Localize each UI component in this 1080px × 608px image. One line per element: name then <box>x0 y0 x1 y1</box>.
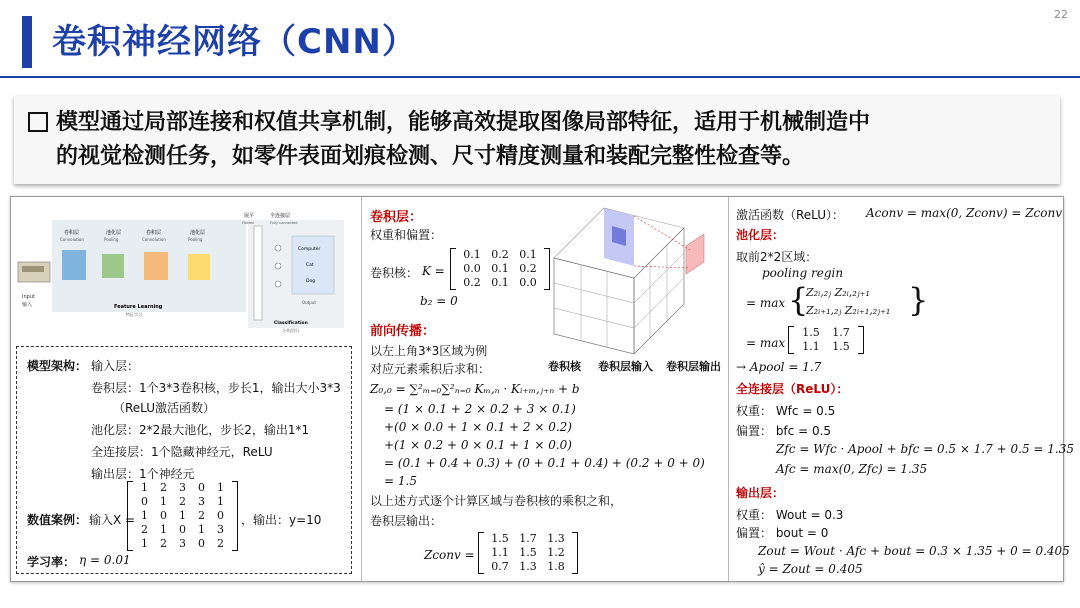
flatten-en: Flatten <box>242 221 255 225</box>
input-x-label: 输入X = <box>89 513 136 527</box>
stage-en-2: Pooling <box>104 237 119 242</box>
output-item-2: Cat <box>306 263 314 268</box>
brace-icon: } <box>908 281 929 319</box>
pool-regin: pooling regin <box>762 266 844 280</box>
lr-value: η = 0.01 <box>79 553 131 567</box>
kernel-cell: 0.1 <box>491 262 509 275</box>
lr-label: 学习率： <box>27 555 76 569</box>
input-x-matrix <box>127 481 238 551</box>
grid-line <box>554 308 634 328</box>
output-item-3: Dog <box>306 279 316 284</box>
slide-title: 卷积神经网络（CNN） <box>52 22 417 62</box>
out-weight: 权重： Wout = 0.3 <box>736 508 844 522</box>
weights-bias-label: 权重和偏置： <box>370 228 443 242</box>
kernel-cell: 0.2 <box>463 276 481 289</box>
fc-title: 全连接层（ReLU）： <box>736 382 849 396</box>
kernel-matrix <box>450 248 550 290</box>
fig-label-input: 卷积层输入 <box>598 360 653 373</box>
zconv-cell: 1.3 <box>519 560 537 573</box>
zconv-cell: 1.7 <box>519 532 537 545</box>
input-x-cell: 1 <box>141 481 148 494</box>
zconv-matrix <box>478 532 578 574</box>
input-label: Input <box>22 294 35 300</box>
input-x-cell: 0 <box>198 481 205 494</box>
grid-line <box>634 278 684 328</box>
output-item-1: Computer <box>298 247 321 252</box>
title-accent-bar <box>22 16 32 68</box>
conv2-block <box>144 252 168 280</box>
model-info-box <box>16 346 352 574</box>
conv1-block <box>62 250 86 280</box>
zconv-cell: 0.7 <box>491 560 509 573</box>
pool-cell: 1.5 <box>832 340 850 353</box>
input-x-cell: 2 <box>198 509 205 522</box>
pool-cell: 1.1 <box>802 340 820 353</box>
zconv-cell: 1.3 <box>547 532 565 545</box>
forward-text-3: 以上述方式逐个计算区域与卷积核的乘积之和， <box>370 494 623 508</box>
fc-node <box>275 245 281 251</box>
input-x-cell: 3 <box>179 481 186 494</box>
kernel-grid <box>456 248 544 290</box>
title-divider <box>0 76 1080 78</box>
input-x-cell: 1 <box>217 481 224 494</box>
input-plane-front <box>554 258 634 354</box>
input-x-cell: 2 <box>179 495 186 508</box>
convolution-figure <box>540 204 726 354</box>
pool-brace-row-2: Z₂ᵢ₊₁,₂ⱼ Z₂ᵢ₊₁,₂ⱼ₊₁ <box>806 304 891 317</box>
kernel-label: 卷积核： <box>370 266 419 280</box>
kernel-cell: 0.2 <box>491 248 509 261</box>
fc-bias: 偏置： bfc = 0.5 <box>736 424 832 438</box>
grid-line <box>554 283 634 303</box>
pool2-block <box>188 254 210 280</box>
conv-title: 卷积层： <box>370 210 423 225</box>
forward-eq-5: = (0.1 + 0.4 + 0.3) + (0 + 0.1 + 0.4) + (0.2 + 0 + 0) <box>384 456 705 470</box>
matrix-bracket-right <box>572 532 578 574</box>
zconv-grid <box>484 532 572 574</box>
stage-label-4: 池化层 <box>190 230 206 236</box>
activation-eq: Aconv = max(0, Zconv) = Zconv <box>866 206 1062 220</box>
pool-cell: 1.5 <box>802 326 820 339</box>
slide-number: 22 <box>1054 8 1068 21</box>
kernel-cell: 0.0 <box>463 262 481 275</box>
kernel-cell: 0.1 <box>463 248 481 261</box>
stage-label-3: 卷积层 <box>146 230 162 236</box>
input-x-cell: 1 <box>141 537 148 550</box>
forward-eq-1: Z₀,₀ = ∑²ₘ₌₀∑²ₙ₌₀ Kₘ,ₙ · Kᵢ₊ₘ,ⱼ₊ₙ + b <box>370 382 580 396</box>
input-x-cell: 0 <box>141 495 148 508</box>
kernel-cell: 0.1 <box>519 248 537 261</box>
input-x-cell: 0 <box>179 523 186 536</box>
bias-value: b₂ = 0 <box>420 294 458 308</box>
kernel-eq: K = <box>422 264 445 278</box>
input-x-cell: 0 <box>198 537 205 550</box>
output-en: Output <box>302 300 316 305</box>
model-conv-layer: 卷积层：1个3*3卷积核，步长1，输出大小3*3 <box>91 381 341 395</box>
input-label-cn: 输入 <box>22 302 33 308</box>
model-conv-layer-2: （ReLU激活函数） <box>113 401 216 415</box>
feature-learning-label: Feature Learning <box>114 304 163 310</box>
pool-take: 取前2*2区域： <box>736 250 818 264</box>
projection-line <box>634 266 690 268</box>
stage-en-3: Convolution <box>142 237 166 242</box>
projection-line <box>634 216 690 250</box>
intro-line-2: 的视觉检测任务，如零件表面划痕检测、尺寸精度测量和装配完整性检查等。 <box>56 144 805 169</box>
model-arch-label: 模型架构： <box>27 359 88 373</box>
stage-label-1: 卷积层 <box>64 230 80 236</box>
kernel-cell: 0.2 <box>519 262 537 275</box>
zconv-cell: 1.2 <box>547 546 565 559</box>
conv-output-square <box>686 234 704 274</box>
zconv-cell: 1.8 <box>547 560 565 573</box>
forward-eq-3: +(0 × 0.0 + 1 × 0.1 + 2 × 0.2) <box>384 420 572 434</box>
input-x-cell: 1 <box>179 509 186 522</box>
forward-title: 前向传播： <box>370 324 436 339</box>
classification-cn: 分类/回归 <box>282 328 300 333</box>
fc-weight: 权重： Wfc = 0.5 <box>736 404 836 418</box>
pool1-block <box>102 254 124 278</box>
input-x-cell: 1 <box>160 495 167 508</box>
pool-result: → Apool = 1.7 <box>736 360 822 374</box>
column-divider <box>728 197 729 581</box>
feature-learning-cn: 特征学习 <box>126 312 142 317</box>
matrix-bracket-right <box>232 481 238 551</box>
model-input-layer: 输入层： <box>91 359 140 373</box>
pool-max-1: = max <box>746 296 786 310</box>
pool-max-2: = max <box>746 336 786 350</box>
fig-label-kernel: 卷积核 <box>548 360 581 373</box>
kernel-cell: 0.0 <box>519 276 537 289</box>
case-label: 数值案例： <box>27 513 88 527</box>
intro-box <box>14 96 1060 184</box>
input-x-cell: 1 <box>160 523 167 536</box>
zconv-cell: 1.1 <box>491 546 509 559</box>
classification-label: Classification <box>274 321 308 326</box>
fc-node <box>275 263 281 269</box>
input-image-detail <box>22 266 44 272</box>
conv-input-grid <box>554 208 684 354</box>
stage-label-2: 池化层 <box>106 230 122 236</box>
input-x-cell: 2 <box>160 537 167 550</box>
column-divider <box>361 197 362 581</box>
forward-text-2: 对应元素乘积后求和： <box>370 362 491 376</box>
fc-node <box>275 281 281 287</box>
kernel-cell: 0.1 <box>491 276 509 289</box>
input-x-cell: 1 <box>217 495 224 508</box>
intro-text <box>56 106 1056 174</box>
activation-label: 激活函数（ReLU）： <box>736 208 845 222</box>
input-x-cell: 1 <box>141 509 148 522</box>
brace-icon: { <box>788 281 809 319</box>
zconv-label: Zconv = <box>424 548 475 562</box>
zconv-cell: 1.5 <box>519 546 537 559</box>
input-x-cell: 2 <box>141 523 148 536</box>
fc-label: 全连接层 <box>270 213 291 219</box>
input-x-cell: 1 <box>198 523 205 536</box>
pool-title: 池化层： <box>736 228 785 242</box>
square-bullet-icon <box>28 112 48 132</box>
fc-z: Zfc = Wfc · Apool + bfc = 0.5 × 1.7 + 0.5 = 1.35 <box>776 442 1074 456</box>
pool-brace-row-1: Z₂ᵢ,₂ⱼ Z₂ᵢ,₂ⱼ₊₁ <box>806 286 870 299</box>
forward-eq-4: +(1 × 0.2 + 0 × 0.1 + 1 × 0.0) <box>384 438 572 452</box>
stage-en-4: Pooling <box>188 237 203 242</box>
grid-line <box>634 253 684 303</box>
model-fc-layer: 全连接层：1个隐藏神经元，ReLU <box>91 445 273 459</box>
out-bias: 偏置： bout = 0 <box>736 526 829 540</box>
pool-matrix <box>788 326 864 354</box>
input-x-cell: 0 <box>217 509 224 522</box>
stage-en-1: Convolution <box>60 237 84 242</box>
pool-cell: 1.7 <box>832 326 850 339</box>
input-x-cell: 2 <box>160 481 167 494</box>
input-x-cell: 3 <box>179 537 186 550</box>
forward-eq-6: = 1.5 <box>384 474 417 488</box>
forward-eq-2: = (1 × 0.1 + 2 × 0.2 + 3 × 0.1) <box>384 402 576 416</box>
input-x-cell: 0 <box>160 509 167 522</box>
input-x-cell: 3 <box>198 495 205 508</box>
out-z: Zout = Wout · Afc + bout = 0.3 × 1.35 + 0 = 0.405 <box>758 544 1070 558</box>
pool-grid <box>794 326 858 354</box>
matrix-bracket-right <box>858 326 864 354</box>
input-x-cell: 2 <box>217 537 224 550</box>
fc-en: Fully connected <box>270 221 298 225</box>
zconv-cell: 1.5 <box>491 532 509 545</box>
input-x-cell: 3 <box>217 523 224 536</box>
forward-text-1: 以左上角3*3区域为例 <box>370 344 488 358</box>
out-title: 输出层： <box>736 486 785 500</box>
out-y: ŷ = Zout = 0.405 <box>758 562 863 576</box>
flatten-column <box>254 226 262 320</box>
fig-label-output: 卷积层输出 <box>666 360 721 373</box>
intro-line-1: 模型通过局部连接和权值共享机制，能够高效提取图像局部特征，适用于机械制造中 <box>56 110 871 135</box>
input-x-grid <box>133 481 232 551</box>
forward-text-4: 卷积层输出： <box>370 514 443 528</box>
fc-a: Afc = max(0, Zfc) = 1.35 <box>776 462 928 476</box>
input-plane-side <box>634 228 684 354</box>
cnn-architecture-figure <box>16 210 348 336</box>
model-pool-layer: 池化层：2*2最大池化，步长2，输出1*1 <box>91 423 310 437</box>
flatten-label: 展平 <box>244 213 255 219</box>
output-y: ，输出：y=10 <box>241 513 322 527</box>
model-output-layer: 输出层：1个神经元 <box>91 467 195 481</box>
